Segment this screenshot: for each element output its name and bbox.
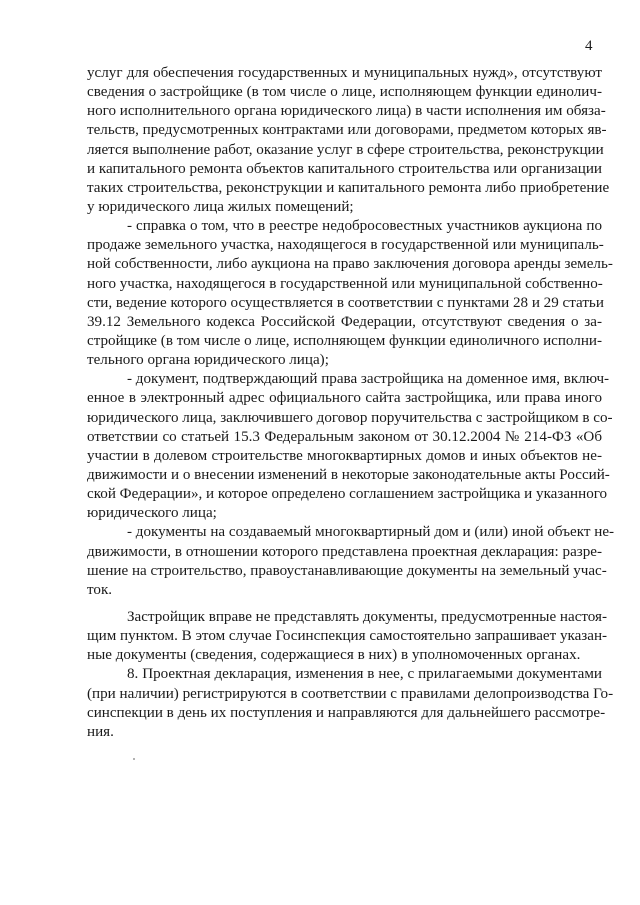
text-line: и капитального ремонта объектов капитального строительства или организации — [87, 160, 602, 177]
paragraph — [87, 217, 613, 370]
text-line: ной собственности, либо аукциона на право заключения договора аренды земель- — [87, 256, 613, 273]
text-line: ответствии со статьей 15.3 Федеральным законом от 30.12.2004 № 214-ФЗ «Об — [87, 428, 602, 445]
text-line: таких строительства, реконструкции и капитального ремонта либо приобретение — [87, 179, 610, 196]
text-line: енное в электронный адрес официального сайта застройщика, или права иного — [87, 390, 602, 407]
text-line: - документы на создаваемый многоквартирный дом и (или) иной объект не- — [127, 524, 615, 541]
paragraph — [87, 608, 608, 665]
text-line: юридического лица, заключившего договор поручительства с застройщиком в со- — [87, 409, 613, 426]
text-line: 39.12 Земельного кодекса Российской Федерации, отсутствуют сведения о за- — [87, 313, 602, 330]
text-line: услуг для обеспечения государственных и муниципальных нужд», отсутствуют — [87, 65, 602, 81]
text-line: ния. — [87, 723, 114, 740]
document-body — [87, 64, 615, 742]
scan-speck — [133, 758, 135, 760]
text-line: у юридического лица жилых помещений; — [87, 198, 354, 215]
text-line: сведения о застройщике (в том числе о лице, исполняющем функции единолич- — [87, 84, 602, 101]
paragraph — [87, 64, 610, 217]
text-line: юридического лица; — [87, 505, 217, 522]
paragraph — [87, 665, 614, 742]
text-line: ного участка, находящегося в государственной или муниципальной собственно- — [87, 275, 603, 292]
paragraph-gap — [87, 600, 602, 608]
text-line: ской Федерации», и которое определено соглашением застройщика и указанного — [87, 486, 608, 503]
text-line: - справка о том, что в реестре недобросовестных участников аукциона по — [127, 218, 602, 235]
text-line: щим пунктом. В этом случае Госинспекция самостоятельно запрашивает указан- — [87, 628, 608, 645]
text-line: 8. Проектная декларация, изменения в нее, с прилагаемыми документами — [127, 666, 602, 683]
text-line: тельного органа юридического лица); — [87, 352, 329, 369]
text-line: тельств, предусмотренных контрактами или договорами, предметом которых яв- — [87, 122, 607, 139]
text-line: движимости, в отношении которого представлена проектная декларация: разре- — [87, 543, 602, 560]
text-line: (при наличии) регистрируются в соответствии с правилами делопроизводства Го- — [87, 685, 614, 702]
text-line: участии в долевом строительстве многоквартирных домов и иных объектов не- — [87, 447, 602, 464]
paragraph — [87, 370, 613, 523]
text-line: движимости и о внесении изменений в некоторые законодательные акты Россий- — [87, 466, 610, 483]
text-line: ляется выполнение работ, оказание услуг в сфере строительства, реконструкции — [87, 141, 604, 158]
text-line: синспекции в день их поступления и направляются для дальнейшего рассмотре- — [87, 704, 606, 721]
page-number: 4 — [585, 38, 593, 54]
text-line: шение на строительство, правоустанавливающие документы на земельный учас- — [87, 562, 607, 579]
text-line: сти, ведение которого осуществляется в соответствии с пунктами 28 и 29 статьи — [87, 294, 604, 311]
text-line: Застройщик вправе не представлять документы, предусмотренные настоя- — [127, 608, 608, 625]
text-line: ток. — [87, 581, 113, 598]
text-line: продаже земельного участка, находящегося в государственной или муниципаль- — [87, 237, 604, 254]
text-line: ные документы (сведения, содержащиеся в них) в уполномоченных органах. — [87, 647, 581, 664]
text-line: ного исполнительного органа юридического лица) в части исполнения им обяза- — [87, 103, 606, 120]
paragraph — [87, 523, 615, 600]
text-line: стройщике (в том числе о лице, исполняющем функции единоличного исполни- — [87, 332, 602, 349]
text-line: - документ, подтверждающий права застройщика на доменное имя, включ- — [127, 371, 610, 388]
